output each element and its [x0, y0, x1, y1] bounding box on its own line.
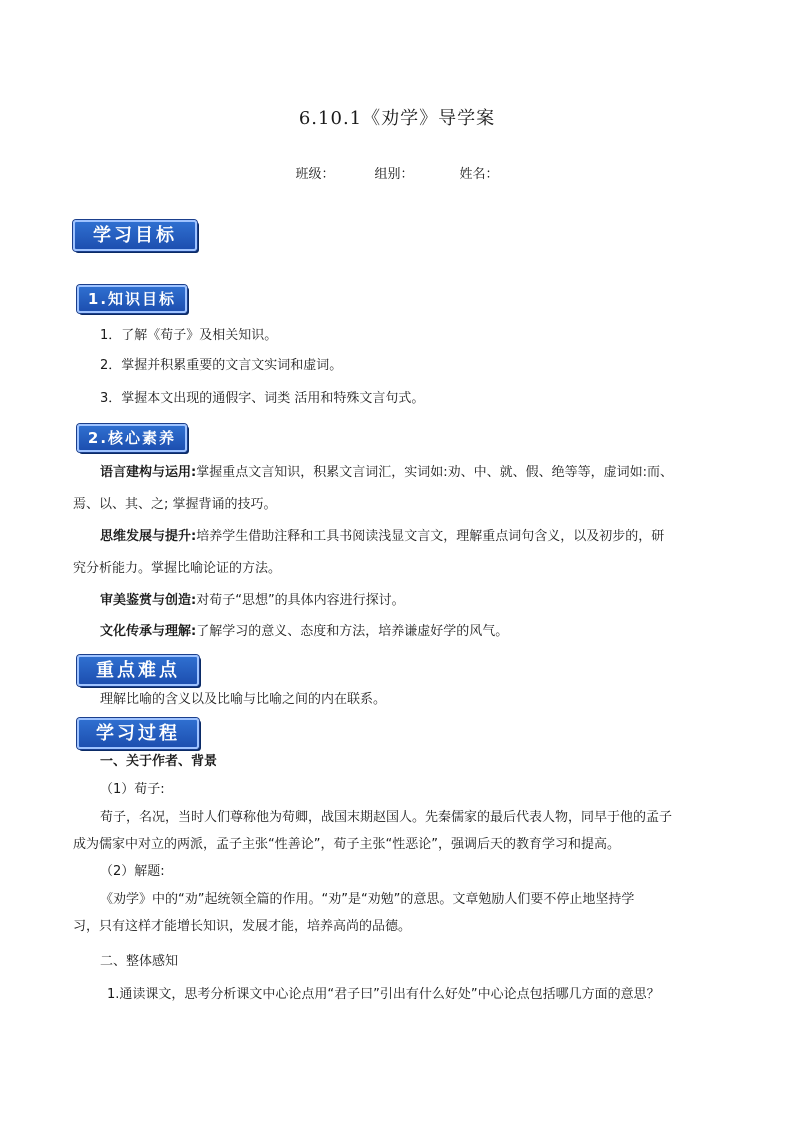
page-title: 6.10.1《劝学》导学案	[298, 108, 496, 129]
process-xunzi-text-2: 成为儒家中对立的两派，孟子主张“性善论”，荀子主张“性恶论”，强调后天的教育学习和提高。	[73, 837, 620, 852]
class-field: 班级：	[295, 167, 335, 182]
process-heading-author: 一、关于作者、背景	[100, 754, 218, 769]
class-info-line	[0, 163, 794, 182]
core-culture-line	[100, 622, 508, 642]
section-banner-core: 2.核心素养	[77, 424, 187, 452]
knowledge-item-1: 1．了解《荀子》及相关知识。	[100, 328, 278, 343]
core-language-text: 掌握重点文言知识，积累文言词汇，实词如:劝、中、就、假、绝等等，虚词如:而、	[196, 465, 673, 480]
process-xunzi-text-1: 荀子，名况，当时人们尊称他为荀卿，战国末期赵国人。先秦儒家的最后代表人物，同早于他的孟子	[100, 810, 673, 825]
process-title-explain-text-2: 习，只有这样才能增长知识，发展才能，培养高尚的品德。	[73, 919, 412, 934]
knowledge-item-2: 2．掌握并积累重要的文言文实词和虚词。	[100, 358, 343, 373]
knowledge-item-3: 3．掌握本文出现的通假字、词类 活用和特殊文言句式。	[100, 391, 425, 406]
group-field: 组别：	[374, 167, 414, 182]
core-thinking-line-2: 究分析能力。掌握比喻论证的方法。	[73, 561, 282, 576]
key-points-text: 理解比喻的含义以及比喻与比喻之间的内在联系。	[100, 692, 387, 707]
core-thinking-text: 培养学生借助注释和工具书阅读浅显文言文，理解重点词句含义，以及初步的，研	[196, 529, 665, 544]
process-heading-overall: 二、整体感知	[100, 954, 179, 969]
core-aesthetic-line	[100, 591, 405, 611]
section-banner-knowledge: 1.知识目标	[77, 285, 187, 313]
core-aesthetic-text: 对荀子“思想”的具体内容进行探讨。	[196, 593, 405, 608]
section-banner-objectives: 学习目标	[73, 220, 197, 251]
core-thinking-label: 思维发展与提升:	[100, 529, 197, 544]
core-culture-text: 了解学习的意义、态度和方法，培养谦虚好学的风气。	[196, 624, 509, 639]
core-language-line-2: 焉、以、其、之; 掌握背诵的技巧。	[73, 497, 277, 512]
core-aesthetic-label: 审美鉴赏与创造:	[100, 593, 197, 608]
process-label-title-explain: （2）解题:	[100, 864, 165, 879]
core-language-line-1	[100, 463, 673, 483]
core-thinking-line-1	[100, 527, 664, 547]
process-title-explain-text-1: 《劝学》中的“劝”起统领全篇的作用。“劝”是“劝勉”的意思。文章勉励人们要不停止地坚持学	[100, 892, 635, 907]
core-culture-label: 文化传承与理解:	[100, 624, 197, 639]
name-field: 姓名：	[459, 167, 499, 182]
section-banner-process: 学习过程	[77, 718, 199, 749]
section-banner-key-points: 重点难点	[77, 655, 199, 686]
process-question-1: 1.通读课文，思考分析课文中心论点用“君子曰”引出有什么好处”中心论点包括哪几方面的意思？	[107, 987, 660, 1002]
process-label-xunzi: （1）荀子:	[100, 782, 165, 797]
core-language-label: 语言建构与运用:	[100, 465, 197, 480]
